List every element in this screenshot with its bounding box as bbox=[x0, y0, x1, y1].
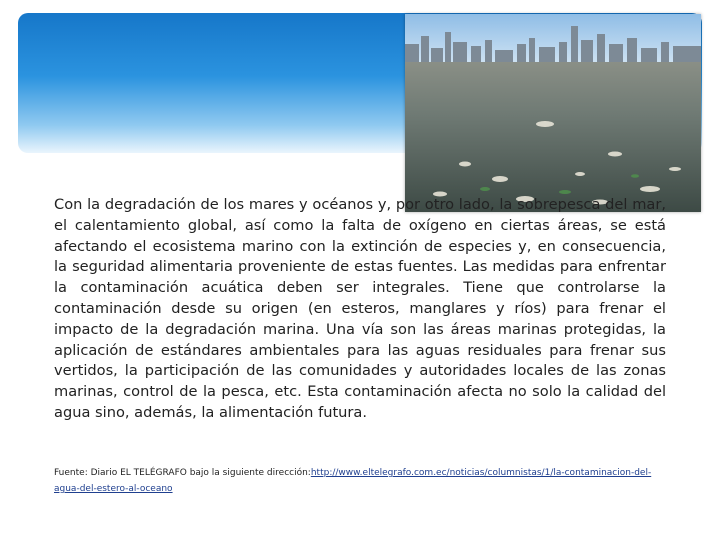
source-link[interactable]: http://www.eltelegrafo.com.ec/noticias/columnistas/1/la-contaminacion-del-agua-del-estero-al-oceano bbox=[54, 468, 652, 494]
body-paragraph: Con la degradación de los mares y océanos y, por otro lado, la sobrepesca del mar, el calentamiento global, así como la falta de oxígeno en ciertas áreas, se está afectando el ecosistema marino con la extinción de especies y, en consecuencia, la seguridad alimentaria proveniente de estas fuentes. Las medidas para enfrentar la contaminación acuática deben ser integrales. Tiene que controlarse la contaminación desde su origen (en esteros, manglares y ríos) para frenar el impacto de la degradación marina. Una vía son las áreas marinas protegidas, la aplicación de estándares ambientales para las aguas residuales para frenar sus vertidos, la participación de las comunidades y autoridades locales de las zonas marinas, control de la pesca, etc. Esta contaminación afecta no solo la calidad del agua sino, además, la alimentación futura. bbox=[54, 196, 666, 421]
source-citation bbox=[54, 465, 674, 497]
polluted-water-photo bbox=[405, 14, 701, 212]
source-label: Fuente: Diario EL TELÉGRAFO bajo la siguiente dirección: bbox=[54, 468, 311, 478]
